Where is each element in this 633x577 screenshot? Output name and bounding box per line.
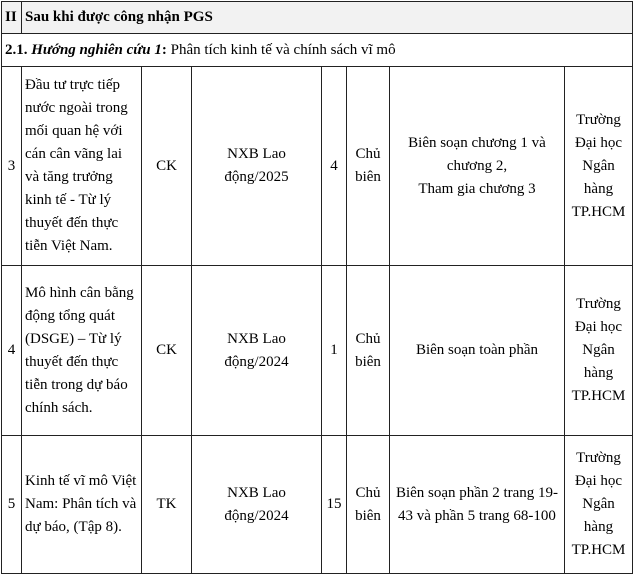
subsection-label: Hướng nghiên cứu 1 bbox=[31, 41, 162, 58]
book-title: Kinh tế vĩ mô Việt Nam: Phân tích và dự báo, (Tập 8). bbox=[22, 436, 142, 574]
contribution: Biên soạn phần 2 trang 19-43 và phần 5 trang 68-100 bbox=[390, 436, 565, 574]
author-role-line-2: biên bbox=[355, 353, 381, 370]
section-title: Sau khi được công nhận PGS bbox=[22, 2, 633, 34]
author-role bbox=[347, 67, 390, 266]
publications-table bbox=[1, 1, 633, 574]
subsection-topic: Phân tích kinh tế và chính sách vĩ mô bbox=[166, 41, 396, 58]
table-row bbox=[2, 266, 633, 436]
author-role-line-1: Chủ bbox=[355, 146, 381, 162]
table-row bbox=[2, 436, 633, 574]
contribution-line-2: chương 2, bbox=[446, 157, 508, 174]
book-type: TK bbox=[142, 436, 192, 574]
contribution: Biên soạn toàn phần bbox=[390, 266, 565, 436]
publisher-year: NXB Lao động/2025 bbox=[192, 67, 322, 266]
subsection-colon: : bbox=[161, 41, 167, 58]
author-role-line-2: biên bbox=[355, 169, 381, 185]
book-title: Đầu tư trực tiếp nước ngoài trong mối quan hệ với cán cân vãng lai và tăng trưởng kinh tế - Từ lý thuyết đến thực tiễn Việt Nam. bbox=[22, 67, 142, 266]
institution: Trường Đại học Ngân hàng TP.HCM bbox=[565, 436, 633, 574]
institution: Trường Đại học Ngân hàng TP.HCM bbox=[565, 67, 633, 266]
author-role bbox=[347, 266, 390, 436]
contribution-line-1: Biên soạn chương 1 và bbox=[408, 134, 546, 151]
subsection-header-row bbox=[2, 34, 633, 67]
book-type: CK bbox=[142, 266, 192, 436]
row-number: 3 bbox=[2, 67, 22, 266]
row-number: 5 bbox=[2, 436, 22, 574]
publisher-year: NXB Lao động/2024 bbox=[192, 436, 322, 574]
institution: Trường Đại học Ngân hàng TP.HCM bbox=[565, 266, 633, 436]
section-number: II bbox=[2, 2, 22, 34]
row-number: 4 bbox=[2, 266, 22, 436]
author-role bbox=[347, 436, 390, 574]
subsection-number: 2.1. bbox=[5, 41, 28, 58]
book-title: Mô hình cân bằng động tổng quát (DSGE) – Từ lý thuyết đến thực tiễn trong dự báo chính sách. bbox=[22, 266, 142, 436]
author-count: 4 bbox=[322, 67, 347, 266]
author-role-line-1: Chủ bbox=[355, 330, 381, 347]
author-count: 1 bbox=[322, 266, 347, 436]
author-count: 15 bbox=[322, 436, 347, 574]
subsection-heading bbox=[2, 34, 633, 67]
contribution-line-3: Tham gia chương 3 bbox=[418, 180, 536, 197]
table-row bbox=[2, 67, 633, 266]
publisher-year: NXB Lao động/2024 bbox=[192, 266, 322, 436]
section-header-row bbox=[2, 2, 633, 34]
book-type: CK bbox=[142, 67, 192, 266]
author-role-line-1: Chủ bbox=[355, 484, 381, 501]
author-role-line-2: biên bbox=[355, 507, 381, 524]
contribution bbox=[390, 67, 565, 266]
